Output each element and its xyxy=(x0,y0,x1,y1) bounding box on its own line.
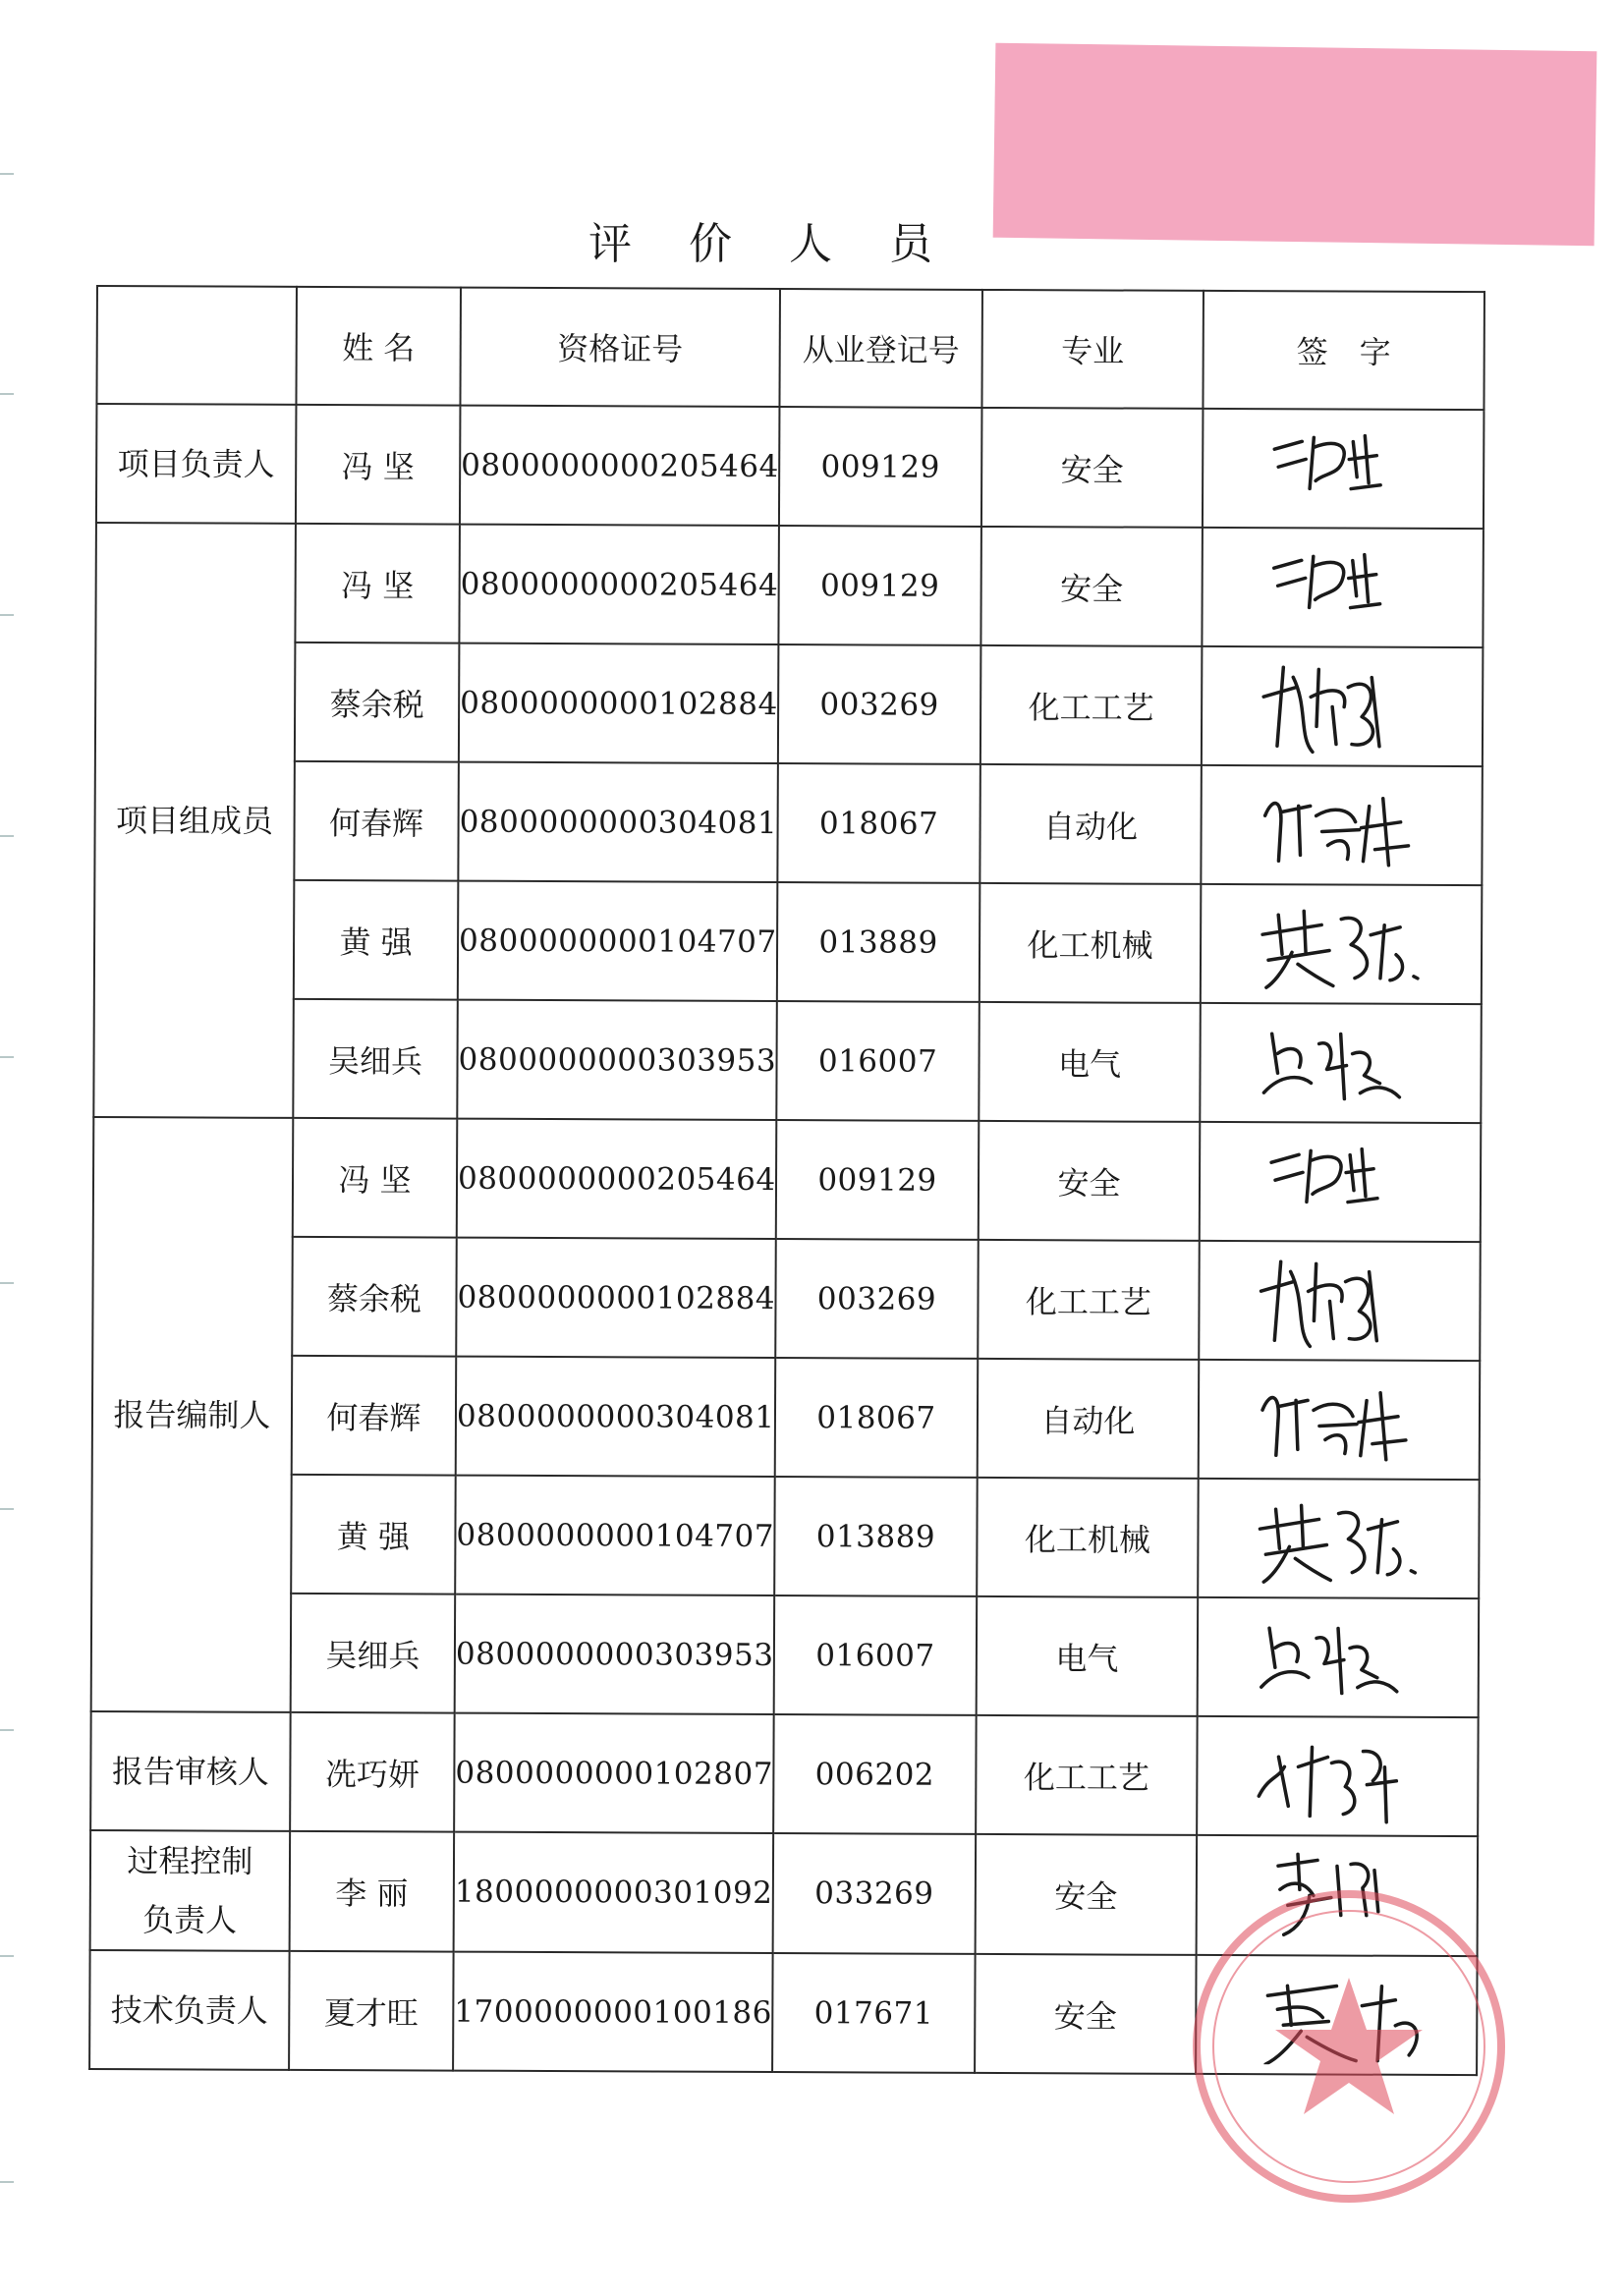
cert-number: 0800000000102807 xyxy=(454,1713,774,1833)
major: 安全 xyxy=(981,408,1204,528)
registration-number: 009129 xyxy=(779,407,982,527)
personnel-table xyxy=(88,285,1485,2076)
cert-number: 1700000000100186 xyxy=(453,1952,773,2072)
member-name: 何春辉 xyxy=(294,761,459,881)
major: 化工工艺 xyxy=(978,1240,1200,1360)
role-cell: 报告编制人 xyxy=(91,1117,294,1712)
major: 安全 xyxy=(979,1121,1201,1241)
major: 安全 xyxy=(976,1834,1198,1955)
page-title: 评 价 人 员 xyxy=(588,219,954,269)
role-cell: 项目组成员 xyxy=(93,523,296,1118)
cert-number: 0800000000205464 xyxy=(459,525,779,644)
major: 化工机械 xyxy=(977,1478,1199,1597)
margin-tick xyxy=(0,173,14,175)
header-cert: 资格证号 xyxy=(460,288,780,407)
major: 安全 xyxy=(980,527,1203,646)
header-major: 专业 xyxy=(981,290,1204,409)
signature-image xyxy=(1242,1014,1438,1113)
member-name: 黄 强 xyxy=(291,1475,456,1595)
registration-number: 009129 xyxy=(778,526,981,645)
registration-number: 013889 xyxy=(774,1477,978,1596)
registration-number: 003269 xyxy=(778,644,981,764)
table-row xyxy=(91,1593,1480,1717)
table-row xyxy=(93,998,1482,1123)
cert-number: 0800000000303953 xyxy=(455,1595,775,1714)
cert-number: 0800000000304081 xyxy=(456,1357,776,1477)
member-name: 冯 坚 xyxy=(295,524,460,644)
table-row xyxy=(94,760,1483,885)
header-reg: 从业登记号 xyxy=(779,289,982,408)
member-name: 冼巧妍 xyxy=(290,1712,455,1832)
member-name: 冯 坚 xyxy=(293,1118,458,1238)
header-cell xyxy=(96,286,297,405)
member-name: 蔡余税 xyxy=(295,643,460,762)
margin-tick xyxy=(0,614,14,616)
major: 电气 xyxy=(979,1002,1201,1122)
margin-tick xyxy=(0,1955,14,1957)
signature-image xyxy=(1245,420,1441,519)
margin-tick xyxy=(0,1508,14,1510)
table-row xyxy=(95,642,1484,766)
signature-cell xyxy=(1202,528,1484,647)
registration-number: 033269 xyxy=(773,1833,977,1954)
company-seal xyxy=(1187,1884,1511,2209)
cert-number: 0800000000303953 xyxy=(457,1000,777,1120)
member-name: 冯 坚 xyxy=(296,405,461,525)
signature-image xyxy=(1243,776,1439,875)
signature-cell xyxy=(1199,1360,1481,1480)
role-cell: 报告审核人 xyxy=(90,1711,291,1831)
registration-number: 018067 xyxy=(775,1358,979,1478)
signature-cell xyxy=(1197,1716,1479,1836)
cert-number: 0800000000205464 xyxy=(460,406,780,526)
role-cell: 项目负责人 xyxy=(96,404,297,524)
cert-number: 0800000000102884 xyxy=(456,1238,776,1358)
signature-image xyxy=(1240,1489,1436,1589)
signature-image xyxy=(1244,538,1440,638)
registration-number: 003269 xyxy=(775,1239,979,1359)
cert-number: 0800000000304081 xyxy=(458,762,778,882)
member-name: 夏才旺 xyxy=(289,1951,454,2071)
major: 化工工艺 xyxy=(976,1715,1198,1835)
table-row xyxy=(90,1711,1479,1836)
registration-number: 018067 xyxy=(777,763,980,883)
registration-number: 017671 xyxy=(772,1953,976,2073)
major: 电气 xyxy=(977,1596,1199,1716)
table-row xyxy=(95,523,1484,647)
registration-number: 016007 xyxy=(774,1595,978,1715)
major: 自动化 xyxy=(978,1359,1200,1479)
member-name: 蔡余税 xyxy=(292,1237,457,1357)
major: 化工机械 xyxy=(980,883,1202,1003)
member-name: 吴细兵 xyxy=(293,999,458,1119)
member-name: 黄 强 xyxy=(294,880,459,1000)
signature-image xyxy=(1242,1133,1438,1232)
margin-tick xyxy=(0,1056,14,1058)
signature-cell xyxy=(1201,884,1483,1004)
margin-tick xyxy=(0,393,14,395)
role-cell: 技术负责人 xyxy=(89,1950,290,2070)
registration-number: 016007 xyxy=(776,1001,980,1121)
table-row xyxy=(94,879,1483,1004)
cert-number: 1800000000301092 xyxy=(454,1832,774,1953)
registration-number: 013889 xyxy=(777,882,980,1002)
header-signature: 签 字 xyxy=(1203,291,1484,410)
signature-cell xyxy=(1202,646,1484,766)
margin-tick xyxy=(0,835,14,837)
signature-image xyxy=(1243,895,1439,994)
signature-image xyxy=(1240,1608,1436,1707)
signature-cell xyxy=(1198,1479,1480,1598)
signature-image xyxy=(1244,657,1440,756)
major: 安全 xyxy=(975,1954,1197,2074)
cert-number: 0800000000102884 xyxy=(459,644,779,763)
member-name: 李 丽 xyxy=(290,1831,455,1952)
signature-image xyxy=(1239,1727,1435,1826)
registration-number: 006202 xyxy=(773,1714,977,1834)
signature-cell xyxy=(1198,1597,1480,1717)
table-body xyxy=(89,404,1484,2075)
signature-cell xyxy=(1199,1241,1481,1361)
signature-cell xyxy=(1203,409,1484,529)
table-row xyxy=(91,1474,1480,1598)
major: 自动化 xyxy=(980,764,1202,884)
member-name: 何春辉 xyxy=(292,1356,457,1476)
margin-tick xyxy=(0,1729,14,1731)
major: 化工工艺 xyxy=(980,645,1203,765)
cert-number: 0800000000205464 xyxy=(457,1119,777,1239)
table-row xyxy=(92,1236,1481,1361)
header-name: 姓 名 xyxy=(296,287,461,406)
header-row xyxy=(96,286,1484,410)
signature-image xyxy=(1241,1252,1437,1351)
signature-cell xyxy=(1200,1003,1482,1123)
registration-number: 009129 xyxy=(776,1120,980,1240)
table-row xyxy=(92,1355,1481,1480)
table-row xyxy=(93,1117,1482,1242)
signature-image xyxy=(1241,1371,1437,1470)
margin-tick xyxy=(0,1282,14,1284)
signature-cell xyxy=(1201,765,1483,885)
role-cell: 过程控制 负责人 xyxy=(90,1830,291,1951)
cert-number: 0800000000104707 xyxy=(458,881,778,1001)
member-name: 吴细兵 xyxy=(291,1594,456,1713)
table-row xyxy=(96,404,1484,529)
cert-number: 0800000000104707 xyxy=(455,1476,775,1595)
margin-tick xyxy=(0,2181,14,2183)
signature-cell xyxy=(1200,1122,1482,1242)
